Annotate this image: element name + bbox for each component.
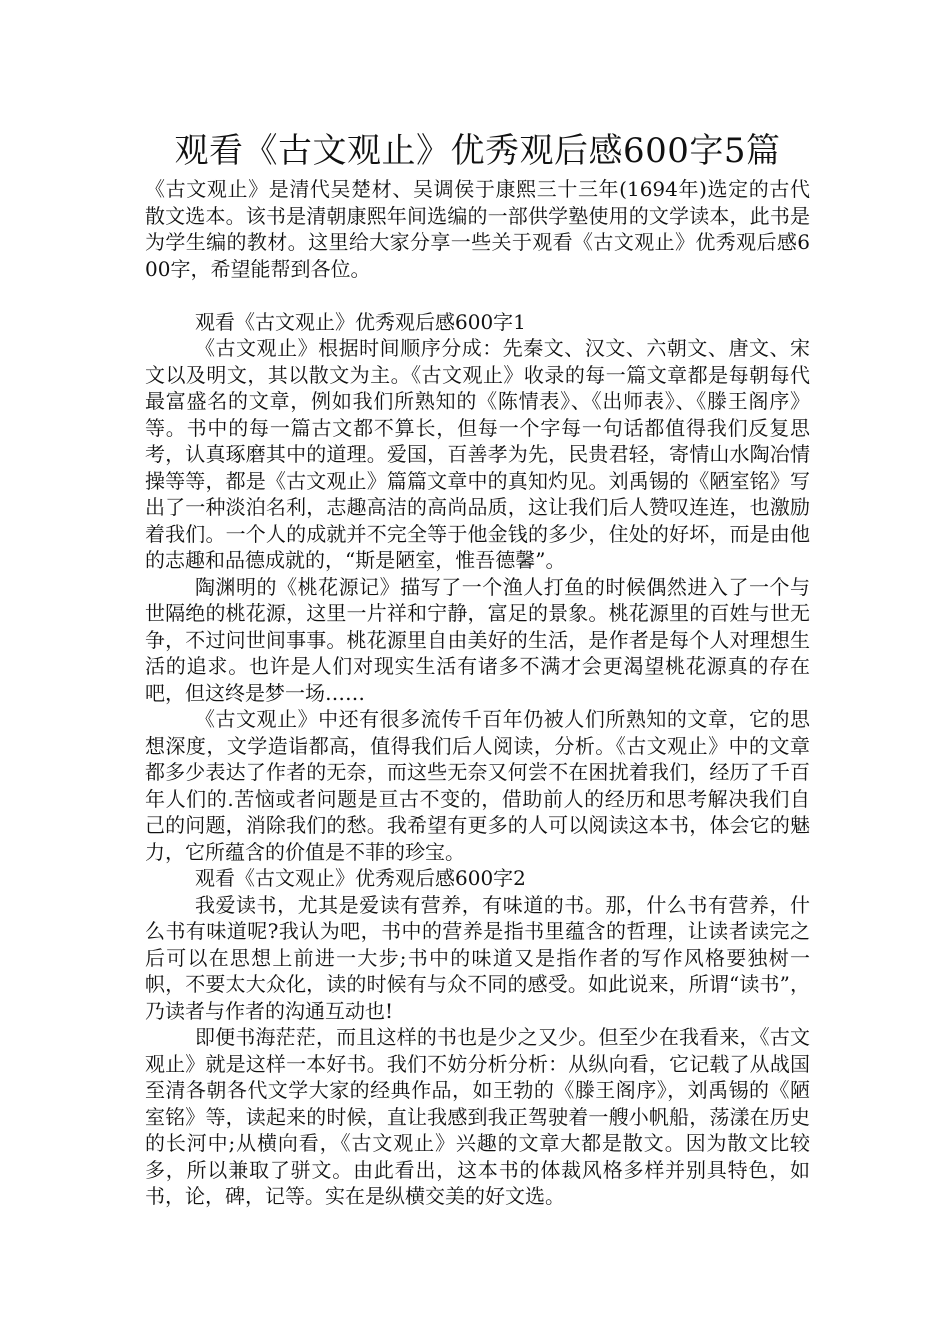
section-heading: 观看《古文观止》优秀观后感600字2 xyxy=(195,866,526,890)
body-paragraph: 即便书海茫茫，而且这样的书也是少之又少。但至少在我看来，《古文观止》就是这样一本好书。我们不妨分析分析：从纵向看，它记载了从战国至清各朝各代文学大家的经典作品，如王勃的《滕王阁序》，刘禹锡的《陋室铭》等，读起来的时候，直让我感到我正驾驶着一艘小帆船，荡漾在历史的长河中;从横向看，《古文观止》兴趣的文章大都是散文。因为散文比较多，所以兼取了骈文。由此看出，这本书的体裁风格多样并别具特色，如书，论，碑，记等。实在是纵横交美的好文选。 xyxy=(145,1025,810,1208)
section-1 xyxy=(145,309,810,866)
body-paragraph: 陶渊明的《桃花源记》描写了一个渔人打鱼的时候偶然进入了一个与世隔绝的桃花源，这里一片祥和宁静，富足的景象。桃花源里的百姓与世无争，不过问世间事事。桃花源里自由美好的生活，是作者是每个人对理想生活的追求。也许是人们对现实生活有诸多不满才会更渴望桃花源真的存在吧，但这终是梦一场…… xyxy=(145,574,810,705)
section-heading: 观看《古文观止》优秀观后感600字1 xyxy=(195,309,526,334)
document-title: 观看《古文观止》优秀观后感600字5篇 xyxy=(174,131,781,171)
document-page xyxy=(145,128,810,1210)
body-paragraph: 《古文观止》根据时间顺序分成：先秦文、汉文、六朝文、唐文、宋文以及明文，其以散文为主。《古文观止》收录的每一篇文章都是每朝每代最富盛名的文章，例如我们所熟知的《陈情表》、《出师表》、《滕王阁序》等。书中的每一篇古文都不算长，但每一个字每一句话都值得我们反复思考，认真琢磨其中的道理。爱国，百善孝为先，民贵君轻，寄情山水陶冶情操等等，都是《古文观止》篇篇文章中的真知灼见。刘禹锡的《陋室铭》写出了一种淡泊名利，志趣高洁的高尚品质，这让我们后人赞叹连连，也激励着我们。一个人的成就并不完全等于他金钱的多少，住处的好坏，而是由他的志趣和品德成就的，“斯是陋室，惟吾德馨”。 xyxy=(145,336,810,572)
paragraph-spacer xyxy=(145,282,810,309)
section-2 xyxy=(145,865,810,1210)
body-paragraph: 《古文观止》中还有很多流传千百年仍被人们所熟知的文章，它的思想深度，文学造诣都高，值得我们后人阅读，分析。《古文观止》中的文章都多少表达了作者的无奈，而这些无奈又何尝不在困扰着我们，经历了千百年人们的.苦恼或者问题是亘古不变的，借助前人的经历和思考解决我们自己的问题，消除我们的愁。我希望有更多的人可以阅读这本书，体会它的魅力，它所蕴含的价值是不菲的珍宝。 xyxy=(145,707,810,864)
intro-paragraph: 《古文观止》是清代吴楚材、吴调侯于康熙三十三年(1694年)选定的古代散文选本。该书是清朝康熙年间选编的一部供学塾使用的文学读本，此书是为学生编的教材。这里给大家分享一些关于观看《古文观止》优秀观后感600字，希望能帮到各位。 xyxy=(145,177,810,281)
body-paragraph: 我爱读书，尤其是爱读有营养，有味道的书。那，什么书有营养，什么书有味道呢?我认为吧，书中的营养是指书里蕴含的哲理，让读者读完之后可以在思想上前进一大步;书中的味道又是指作者的写作风格要独树一帜，不要太大众化，读的时候有与众不同的感受。如此说来，所谓“读书”，乃读者与作者的沟通互动也! xyxy=(145,892,810,1023)
